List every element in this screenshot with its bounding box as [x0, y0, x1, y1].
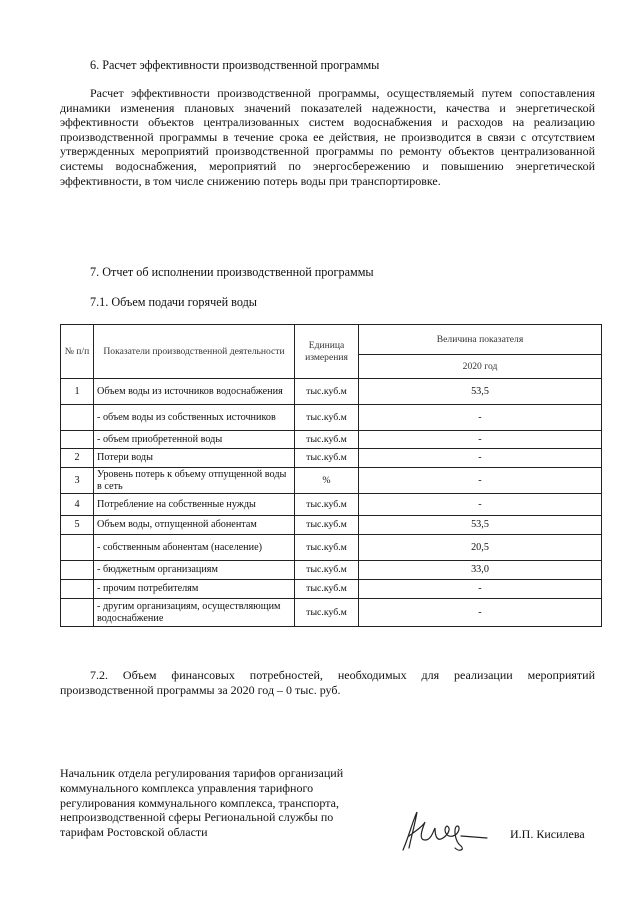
header-num: № п/п: [61, 325, 94, 379]
row-indicator: - другим организациям, осуществляющим водоснабжение: [94, 599, 295, 627]
row-indicator: - объем приобретенной воды: [94, 431, 295, 449]
row-num: 4: [61, 494, 94, 516]
row-num: 3: [61, 468, 94, 494]
section-6-heading: 6. Расчет эффективности производственной программы: [90, 58, 380, 72]
row-num: 2: [61, 449, 94, 468]
row-value: -: [359, 405, 602, 431]
row-unit: тыс.куб.м: [295, 431, 359, 449]
row-num: [61, 431, 94, 449]
row-value: -: [359, 449, 602, 468]
table-body: [61, 379, 602, 627]
row-num: [61, 405, 94, 431]
header-indicator: Показатели производственной деятельности: [94, 325, 295, 379]
row-value: 20,5: [359, 535, 602, 561]
row-unit: тыс.куб.м: [295, 379, 359, 405]
table-row: [61, 449, 602, 468]
row-unit: тыс.куб.м: [295, 535, 359, 561]
row-value: -: [359, 431, 602, 449]
row-indicator: Уровень потерь к объему отпущенной воды в сеть: [94, 468, 295, 494]
row-value: 53,5: [359, 379, 602, 405]
row-indicator: - бюджетным организациям: [94, 561, 295, 580]
row-unit: тыс.куб.м: [295, 561, 359, 580]
row-num: [61, 561, 94, 580]
row-value: 33,0: [359, 561, 602, 580]
table-row: [61, 431, 602, 449]
table-row: [61, 580, 602, 599]
row-num: 5: [61, 516, 94, 535]
row-value: -: [359, 494, 602, 516]
header-year: 2020 год: [359, 355, 602, 379]
row-indicator: Объем воды из источников водоснабжения: [94, 379, 295, 405]
row-value: -: [359, 468, 602, 494]
row-num: 1: [61, 379, 94, 405]
table-row: [61, 516, 602, 535]
section-7-2-paragraph: 7.2. Объем финансовых потребностей, необходимых для реализации мероприятий производственной программы за 2020 год – 0 тыс. руб.: [60, 668, 595, 697]
row-indicator: - прочим потребителям: [94, 580, 295, 599]
row-unit: тыс.куб.м: [295, 516, 359, 535]
section-7-1-subheading: 7.1. Объем подачи горячей воды: [90, 295, 257, 309]
row-unit: %: [295, 468, 359, 494]
row-unit: тыс.куб.м: [295, 494, 359, 516]
signatory-position: Начальник отдела регулирования тарифов организаций коммунального комплекса управления тарифного регулирования коммунального комплекса, транспорта, непроизводственной сферы Региональной службы по тарифам Ростовской области: [60, 766, 344, 840]
row-indicator: Объем воды, отпущенной абонентам: [94, 516, 295, 535]
row-value: -: [359, 580, 602, 599]
row-unit: тыс.куб.м: [295, 580, 359, 599]
hot-water-supply-table: [60, 324, 602, 627]
row-num: [61, 535, 94, 561]
header-value: Величина показателя: [359, 325, 602, 355]
row-value: 53,5: [359, 516, 602, 535]
row-unit: тыс.куб.м: [295, 599, 359, 627]
table-row: [61, 599, 602, 627]
section-7-heading: 7. Отчет об исполнении производственной программы: [90, 265, 374, 279]
section-6-paragraph: Расчет эффективности производственной программы, осуществляемый путем сопоставления динамики изменения плановых значений показателей надежности, качества и энергетической эффективности объектов централизованных систем водоснабжения и расходов на реализацию производственной программы в течение срока ее действия, не производится в связи с отсутствием утвержденных мероприятий производственной программы по ремонту объектов централизованной системы водоснабжения, мероприятий по энергосбережению и повышению энергетической эффективности, в том числе снижению потерь воды при транспортировке.: [60, 86, 595, 188]
table-row: [61, 468, 602, 494]
table-row: [61, 535, 602, 561]
row-indicator: - собственным абонентам (население): [94, 535, 295, 561]
row-indicator: Потребление на собственные нужды: [94, 494, 295, 516]
row-num: [61, 580, 94, 599]
row-unit: тыс.куб.м: [295, 405, 359, 431]
row-num: [61, 599, 94, 627]
header-unit: Единица измерения: [295, 325, 359, 379]
table-row: [61, 561, 602, 580]
row-value: -: [359, 599, 602, 627]
row-indicator: Потери воды: [94, 449, 295, 468]
table-row: [61, 405, 602, 431]
signatory-name: И.П. Кисилева: [510, 827, 585, 841]
table-row: [61, 379, 602, 405]
table-row: [61, 494, 602, 516]
row-indicator: - объем воды из собственных источников: [94, 405, 295, 431]
handwritten-signature: [395, 806, 490, 854]
row-unit: тыс.куб.м: [295, 449, 359, 468]
